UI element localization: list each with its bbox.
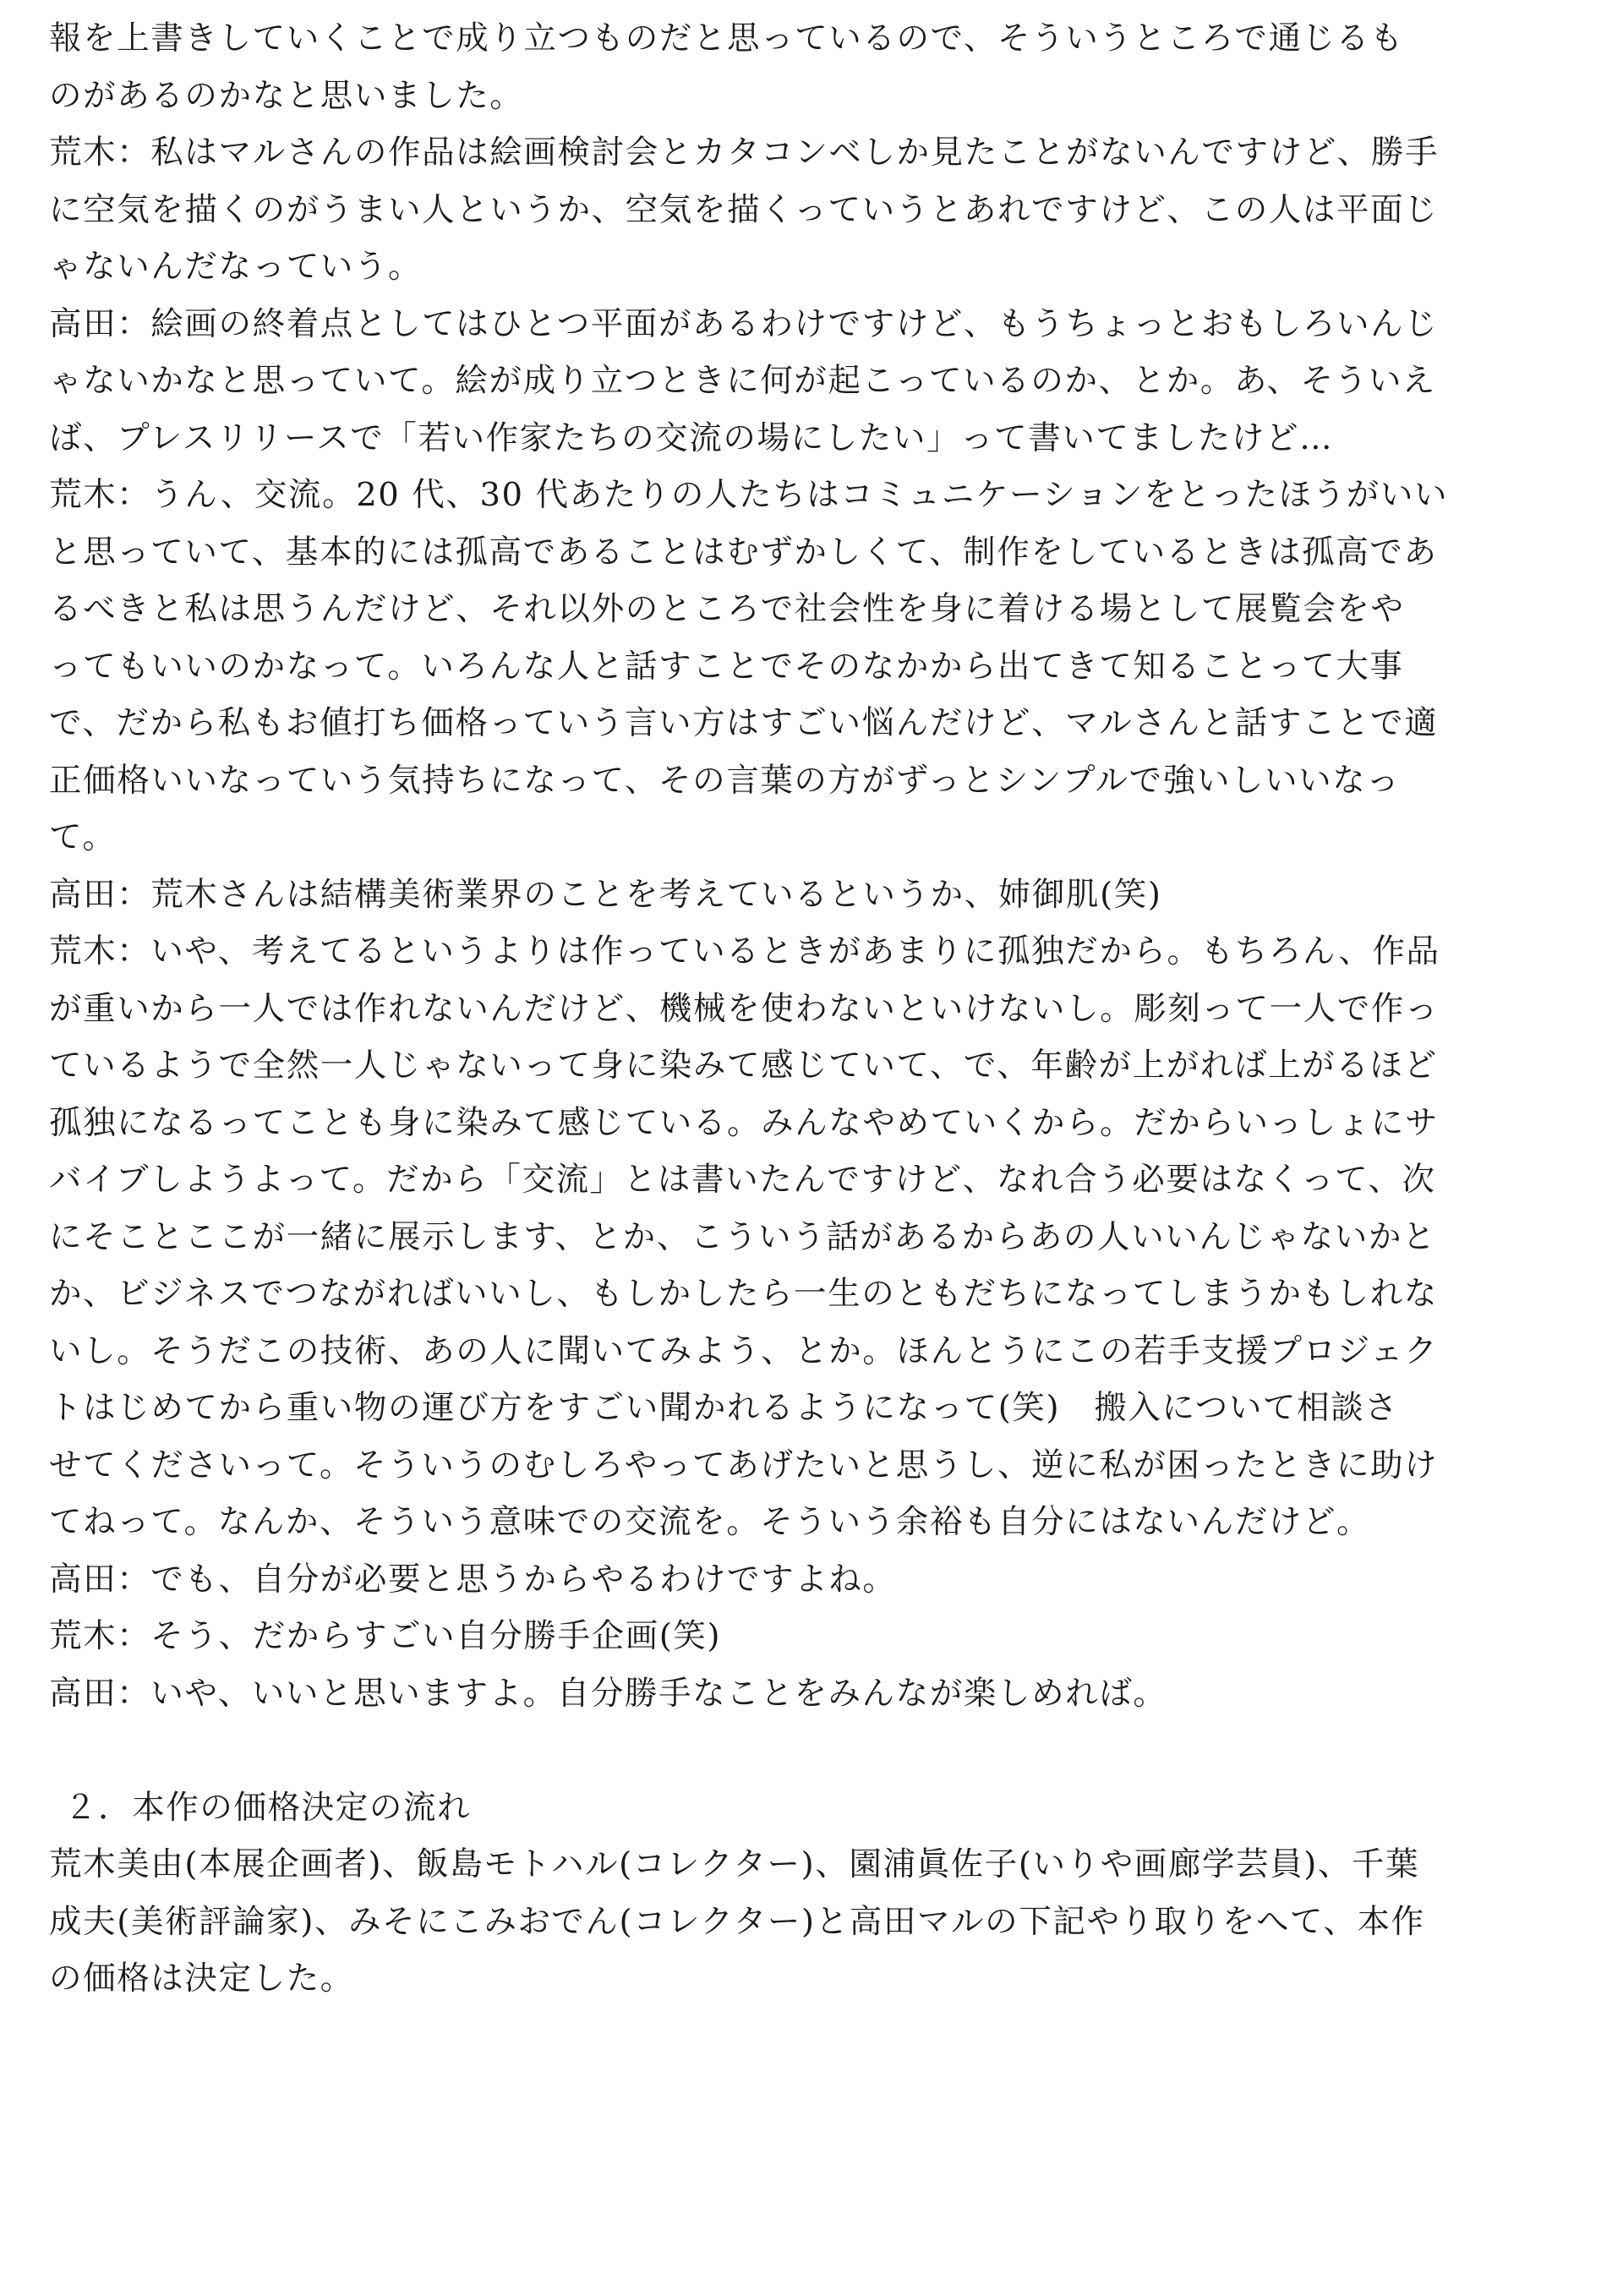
dialogue-paragraph <box>49 1665 1587 1723</box>
text-line: ば、プレスリリースで「若い作家たちの交流の場にしたい」って書いてましたけど… <box>49 418 1334 457</box>
dialogue-paragraph <box>49 1608 1587 1665</box>
dialogue-paragraph <box>49 866 1587 924</box>
text-line: で、だから私もお値打ち価格っていう言い方はすごい悩んだけど、マルさんと話すことで適 <box>49 704 1439 742</box>
text-line: 荒木：うん、交流。20 代、30 代あたりの人たちはコミュニケーションをとったほうがいい <box>49 476 1449 514</box>
text-line: にそことここが一緒に展示します、とか、こういう話があるからあの人いいんじゃないかと <box>49 1217 1437 1256</box>
text-line: いし。そうだこの技術、あの人に聞いてみよう、とか。ほんとうにこの若手支援プロジェク <box>49 1331 1439 1370</box>
text-line: ってもいいのかなって。いろんな人と話すことでそのなかから出てきて知ることって大事 <box>49 647 1404 686</box>
text-line: と思っていて、基本的には孤高であることはむずかしくて、制作をしているときは孤高であ <box>49 533 1438 571</box>
text-line: に空気を描くのがうまい人というか、空気を描くっていうとあれですけど、この人は平面じ <box>49 190 1439 229</box>
dialogue-paragraph <box>49 296 1587 467</box>
text-line: ゃないんだなっていう。 <box>49 248 423 286</box>
text-line: 荒木：私はマルさんの作品は絵画検討会とカタコンベしか見たことがないんですけど、勝手 <box>49 134 1440 172</box>
text-line: の価格は決定した。 <box>49 1960 354 1998</box>
text-line: ているようで全然一人じゃないって身に染みて感じていて、で、年齢が上がれば上がるほど <box>49 1047 1438 1085</box>
text-line: せてくださいって。そういうのむしろやってあげたいと思うし、逆に私が困ったときに助け <box>49 1446 1439 1484</box>
text-line: 荒木：そう、だからすごい自分勝手企画(笑) <box>49 1617 722 1655</box>
text-line: 高田：でも、自分が必要と思うからやるわけですよね。 <box>49 1560 897 1599</box>
text-line: のがあるのかなと思いました。 <box>49 76 524 115</box>
dialogue-paragraph <box>49 124 1587 296</box>
blank-line <box>49 1722 1587 1779</box>
text-line: か、ビジネスでつながればいいし、もしかしたら一生のともだちになってしまうかもしれな <box>49 1275 1438 1313</box>
text-line: 成夫(美術評論家)、みそにこみおでん(コレクター)と高田マルの下記やり取りをへて、本作 <box>49 1902 1425 1941</box>
text-line: て。 <box>49 818 117 856</box>
section-heading: ２．本作の価格決定の流れ <box>64 1788 472 1827</box>
text-line: 高田：荒木さんは結構美術業界のことを考えているというか、姉御肌(笑) <box>49 875 1162 914</box>
text-line: が重いから一人では作れないんだけど、機械を使わないといけないし。彫刻って一人で作っ <box>49 989 1440 1028</box>
text-line: 報を上書きしていくことで成り立つものだと思っているので、そういうところで通じるも <box>49 19 1404 57</box>
text-line: 荒木：いや、考えてるというよりは作っているときがあまりに孤独だから。もちろん、作品 <box>49 932 1440 970</box>
dialogue-paragraph <box>49 10 1587 124</box>
text-line: 高田：絵画の終着点としてはひとつ平面があるわけですけど、もうちょっとおもしろいんじ <box>49 304 1439 343</box>
text-line: トはじめてから重い物の運び方をすごい聞かれるようになって(笑) 搬入について相談さ <box>49 1389 1399 1427</box>
text-line: るべきと私は思うんだけど、それ以外のところで社会性を身に着ける場として展覧会をや <box>49 590 1405 628</box>
text-line: てねって。なんか、そういう意味での交流を。そういう余裕も自分にはないんだけど。 <box>49 1503 1371 1541</box>
text-line: 孤独になるってことも身に染みて感じている。みんなやめていくから。だからいっしょにサ <box>49 1103 1440 1142</box>
text-line: バイブしようよって。だから「交流」とは書いたんですけど、なれ合う必要はなくって、次 <box>49 1161 1436 1199</box>
interview-transcript <box>49 10 1587 1722</box>
text-line: 荒木美由(本展企画者)、飯島モトハル(コレクター)、園浦眞佐子(いりや画廊学芸員)、千葉 <box>49 1845 1420 1883</box>
text-line: 正価格いいなっていう気持ちになって、その言葉の方がずっとシンプルで強いしいいなっ <box>49 761 1401 800</box>
dialogue-paragraph <box>49 1551 1587 1609</box>
document-page <box>49 10 1587 2008</box>
text-line: ゃないかなと思っていて。絵が成り立つときに何が起こっているのか、とか。あ、そういえ <box>49 362 1437 400</box>
dialogue-paragraph <box>49 467 1587 866</box>
section-body <box>49 1836 1587 2008</box>
dialogue-paragraph <box>49 923 1587 1551</box>
text-line: 高田：いや、いいと思いますよ。自分勝手なことをみんなが楽しめれば。 <box>49 1674 1167 1713</box>
